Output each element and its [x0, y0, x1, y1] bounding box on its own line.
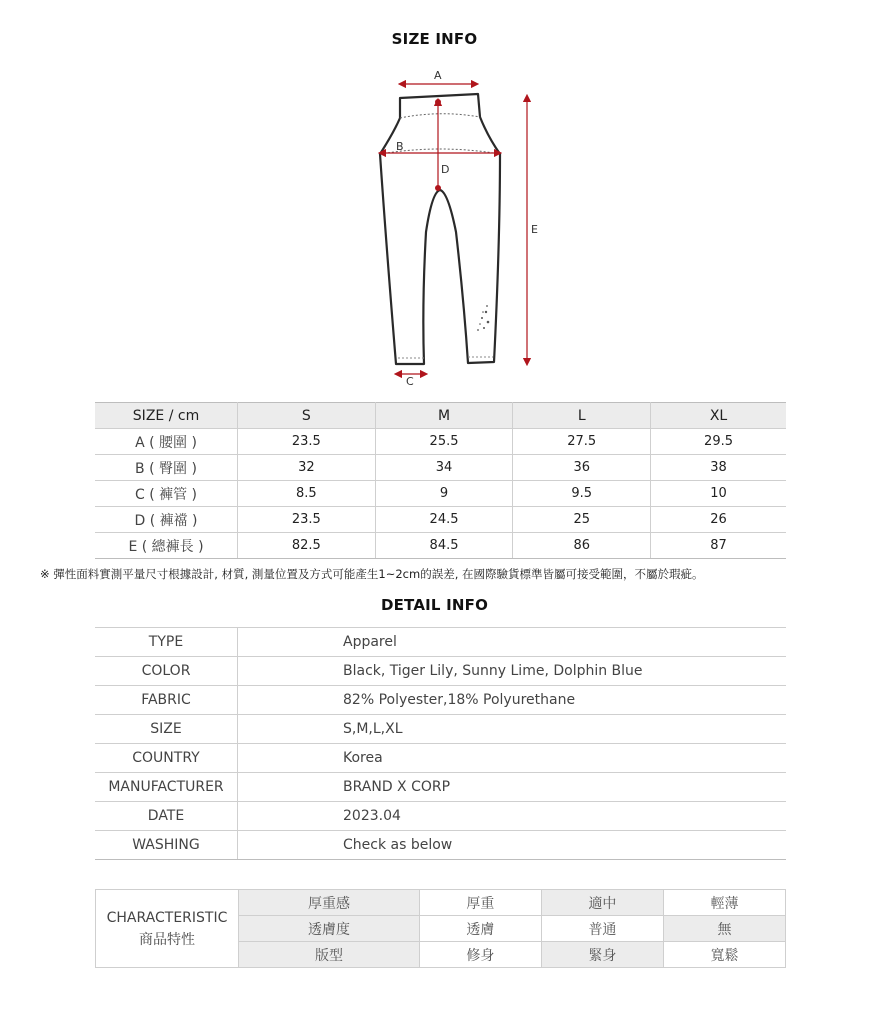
table-row: [95, 773, 786, 802]
detail-key: SIZE: [95, 715, 238, 744]
size-info-title: SIZE INFO: [391, 30, 478, 48]
row-label: A ( 腰圍 ): [95, 429, 238, 455]
cell: 24.5: [375, 507, 513, 533]
detail-value: 82% Polyester,18% Polyurethane: [238, 686, 787, 715]
table-row: [95, 481, 786, 507]
cell: 26: [651, 507, 786, 533]
measurement-note: ※ 彈性面料實測平量尺寸根據設計, 材質, 測量位置及方式可能產生1~2cm的誤差, 在國際驗貨標準皆屬可接受範圍，不屬於瑕疵。: [40, 567, 704, 581]
char-option: 修身: [419, 942, 541, 968]
label-c: C: [406, 375, 414, 388]
size-col-xl: XL: [651, 403, 786, 429]
detail-value: BRAND X CORP: [238, 773, 787, 802]
cell: 34: [375, 455, 513, 481]
cell: 27.5: [513, 429, 651, 455]
cell: 36: [513, 455, 651, 481]
characteristic-table: [95, 889, 786, 968]
cell: 8.5: [238, 481, 376, 507]
leggings-outline: [380, 94, 500, 364]
label-b: B: [396, 140, 404, 153]
row-label: E ( 總褲長 ): [95, 533, 238, 559]
cell: 82.5: [238, 533, 376, 559]
table-row: [95, 429, 786, 455]
size-table: [95, 402, 786, 559]
leggings-diagram: [360, 62, 560, 392]
detail-key: COLOR: [95, 657, 238, 686]
detail-key: DATE: [95, 802, 238, 831]
detail-value: 2023.04: [238, 802, 787, 831]
row-label: C ( 褲管 ): [95, 481, 238, 507]
detail-info-title: DETAIL INFO: [380, 596, 489, 614]
size-col-s: S: [238, 403, 376, 429]
characteristic-label: [96, 890, 239, 968]
size-col-l: L: [513, 403, 651, 429]
cell: 23.5: [238, 507, 376, 533]
table-row: [95, 657, 786, 686]
size-col-m: M: [375, 403, 513, 429]
table-row: [95, 533, 786, 559]
cell: 10: [651, 481, 786, 507]
cell: 38: [651, 455, 786, 481]
char-option: 輕薄: [663, 890, 785, 916]
cell: 84.5: [375, 533, 513, 559]
cell: 29.5: [651, 429, 786, 455]
label-d: D: [441, 163, 450, 176]
char-attribute: 透膚度: [239, 916, 420, 942]
char-option-selected: 適中: [541, 890, 663, 916]
size-table-header: [95, 403, 786, 429]
char-option-selected: 無: [663, 916, 785, 942]
char-option: 透膚: [419, 916, 541, 942]
detail-key: FABRIC: [95, 686, 238, 715]
char-option-selected: 緊身: [541, 942, 663, 968]
table-row: [95, 831, 786, 860]
table-row: [95, 507, 786, 533]
table-row: [95, 744, 786, 773]
table-row: [95, 802, 786, 831]
char-option: 普通: [541, 916, 663, 942]
char-option: 寬鬆: [663, 942, 785, 968]
characteristic-label-zh: 商品特性: [139, 931, 195, 948]
table-row: [95, 455, 786, 481]
cell: 87: [651, 533, 786, 559]
char-option: 厚重: [419, 890, 541, 916]
cell: 9: [375, 481, 513, 507]
char-attribute: 版型: [239, 942, 420, 968]
label-a: A: [434, 69, 442, 82]
row-label: D ( 褲襠 ): [95, 507, 238, 533]
detail-key: MANUFACTURER: [95, 773, 238, 802]
size-col-header: SIZE / cm: [95, 403, 238, 429]
detail-key: WASHING: [95, 831, 238, 860]
cell: 86: [513, 533, 651, 559]
table-row: [95, 628, 786, 657]
characteristic-label-en: CHARACTERISTIC: [106, 909, 228, 926]
detail-key: TYPE: [95, 628, 238, 657]
detail-value: Korea: [238, 744, 787, 773]
detail-value: Apparel: [238, 628, 787, 657]
table-row: [96, 890, 786, 916]
char-attribute: 厚重感: [239, 890, 420, 916]
cell: 32: [238, 455, 376, 481]
table-row: [95, 715, 786, 744]
cell: 25.5: [375, 429, 513, 455]
label-e: E: [531, 223, 538, 236]
detail-value: S,M,L,XL: [238, 715, 787, 744]
detail-value: Check as below: [238, 831, 787, 860]
detail-value: Black, Tiger Lily, Sunny Lime, Dolphin Blue: [238, 657, 787, 686]
detail-key: COUNTRY: [95, 744, 238, 773]
row-label: B ( 臀圍 ): [95, 455, 238, 481]
cell: 9.5: [513, 481, 651, 507]
cell: 23.5: [238, 429, 376, 455]
detail-table: [95, 627, 786, 860]
cell: 25: [513, 507, 651, 533]
table-row: [95, 686, 786, 715]
